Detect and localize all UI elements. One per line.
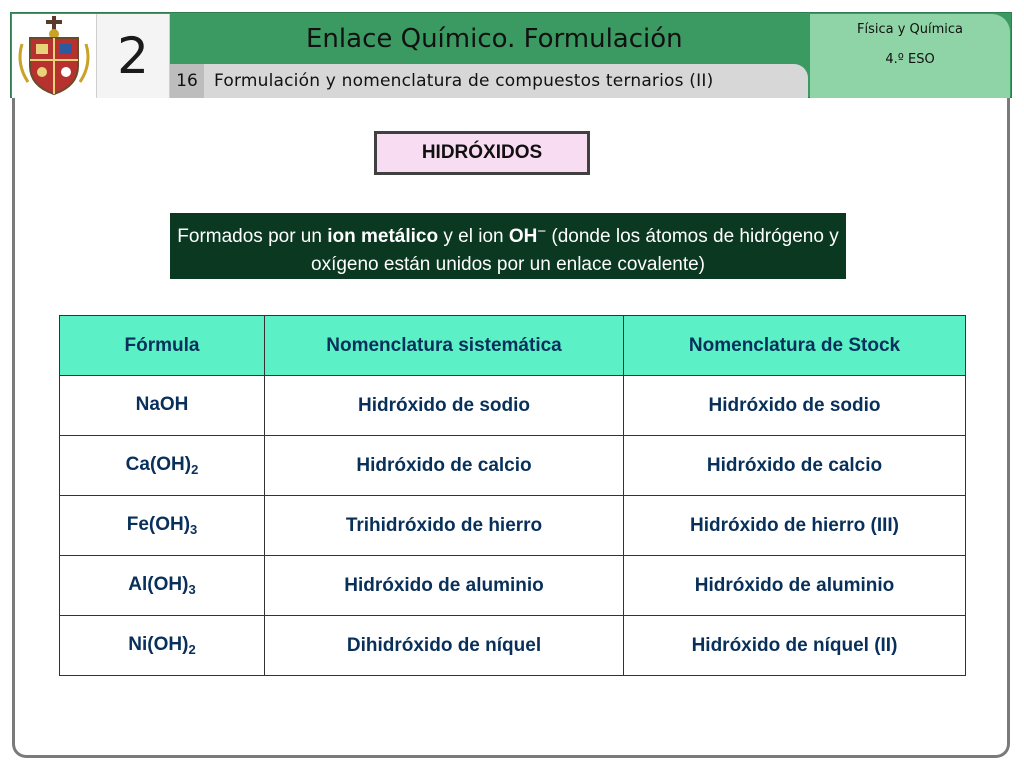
formula: NaOH — [135, 394, 189, 415]
course-level: 4.º ESO — [885, 52, 935, 67]
title-area — [170, 14, 810, 64]
stock-name: Hidróxido de sodio — [624, 376, 966, 436]
header-stock: Nomenclatura de Stock — [624, 316, 966, 376]
formula-cell — [60, 376, 265, 436]
formula-cell — [60, 616, 265, 676]
formula-cell — [60, 556, 265, 616]
description-text-1: Formados por un — [177, 226, 328, 247]
description-box — [170, 213, 846, 279]
table-row — [60, 436, 966, 496]
systematic-name: Trihidróxido de hierro — [265, 496, 624, 556]
systematic-name: Hidróxido de calcio — [265, 436, 624, 496]
course-subject: Física y Química — [856, 22, 964, 37]
formula-subscript: 2 — [188, 642, 196, 657]
formula-subscript: 3 — [190, 522, 198, 537]
description-charge: − — [537, 223, 547, 240]
school-logo — [12, 14, 96, 98]
page-subtitle: Formulación y nomenclatura de compuestos ternarios (II) — [214, 71, 714, 91]
formula: Fe(OH) — [126, 514, 191, 535]
stock-name: Hidróxido de níquel (II) — [624, 616, 966, 676]
table-row — [60, 556, 966, 616]
table-row — [60, 496, 966, 556]
stock-name: Hidróxido de aluminio — [624, 556, 966, 616]
formula: Ca(OH) — [125, 454, 192, 475]
page-title: Enlace Químico. Formulación — [306, 24, 683, 54]
header-formula: Fórmula — [60, 316, 265, 376]
table-row — [60, 376, 966, 436]
formula-cell — [60, 436, 265, 496]
unit-number-box — [96, 14, 170, 98]
description-text-2: y el ion — [438, 226, 509, 247]
description-bold-oh: OH — [508, 226, 538, 247]
formula-cell — [60, 496, 265, 556]
hydroxides-table — [59, 315, 966, 676]
systematic-name: Dihidróxido de níquel — [265, 616, 624, 676]
table-header-row — [60, 316, 966, 376]
section-title: HIDRÓXIDOS — [374, 131, 590, 175]
stock-name: Hidróxido de hierro (III) — [624, 496, 966, 556]
formula-subscript: 2 — [191, 462, 199, 477]
subtitle-bar — [170, 64, 808, 98]
systematic-name: Hidróxido de aluminio — [265, 556, 624, 616]
section-number: 16 — [170, 64, 204, 98]
description-text-3: (donde los átomos de hidrógeno y oxígeno están unidos por un enlace covalente) — [311, 226, 839, 275]
description-bold-metal-ion: ion metálico — [327, 226, 439, 247]
formula: Al(OH) — [128, 574, 189, 595]
table-row — [60, 616, 966, 676]
course-box — [810, 14, 1010, 98]
coat-of-arms-icon — [12, 14, 96, 98]
header-systematic: Nomenclatura sistemática — [265, 316, 624, 376]
systematic-name: Hidróxido de sodio — [265, 376, 624, 436]
formula: Ni(OH) — [128, 634, 189, 655]
formula-subscript: 3 — [188, 582, 196, 597]
unit-number: 2 — [117, 27, 149, 85]
stock-name: Hidróxido de calcio — [624, 436, 966, 496]
